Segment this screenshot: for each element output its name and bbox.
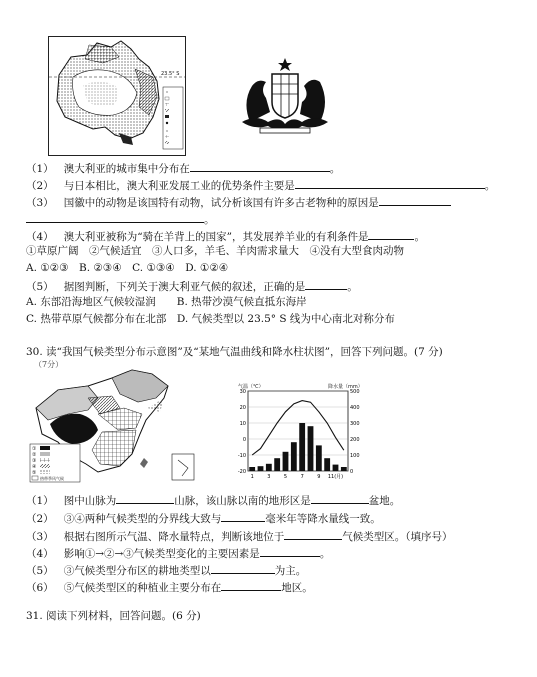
- q31-title: 31. 阅读下列材料，回答问题。(6 分): [26, 610, 201, 622]
- temp-tick-label: 30: [239, 388, 246, 395]
- svg-text:②: ②: [32, 452, 37, 458]
- q30-1: （1） 图中山脉为 山脉，该山脉以南的地形区是 盆地。: [26, 492, 400, 508]
- precip-tick-label: 200: [350, 436, 360, 443]
- answer-blank[interactable]: [26, 211, 204, 223]
- q29-5-ab: A. 东部沿海地区气候较湿润 B. 热带沙漠气候直抵东海岸: [26, 296, 307, 308]
- australia-coat-of-arms: [236, 56, 334, 134]
- precip-bar: [283, 452, 289, 471]
- q29-2: （2） 与日本相比，澳大利亚发展工业的优势条件主要是 。: [26, 177, 495, 193]
- answer-blank[interactable]: [260, 545, 320, 557]
- australia-map-svg: [49, 37, 185, 155]
- answer-blank[interactable]: [284, 528, 342, 540]
- svg-text:①: ①: [32, 446, 37, 452]
- precip-bar: [299, 423, 305, 471]
- precip-tick-label: 500: [350, 388, 360, 395]
- q-num: （1）: [26, 163, 54, 175]
- answer-blank[interactable]: [116, 492, 174, 504]
- temp-tick-label: 20: [239, 404, 246, 411]
- answer-blank[interactable]: [221, 510, 265, 522]
- chart-title-right: 降水量（mm）: [328, 384, 363, 390]
- climate-chart: [228, 382, 376, 482]
- precip-bar: [324, 458, 330, 471]
- q29-3-cont: 。: [26, 211, 215, 227]
- chart-title-left: 气温（℃）: [238, 384, 264, 390]
- answer-blank[interactable]: [311, 492, 369, 504]
- month-tick-label: 9: [317, 474, 321, 480]
- precip-bar: [274, 458, 280, 471]
- q29-5-cd: C. 热带草原气候都分布在北部 D. 气候类型以 23.5° S 线为中心南北对称分布: [26, 313, 395, 325]
- precip-bar: [333, 465, 339, 471]
- precip-bar: [341, 467, 347, 471]
- q30-points: （7分）: [34, 360, 64, 369]
- svg-text:⑤: ⑤: [32, 470, 37, 476]
- china-climate-map: [28, 368, 208, 484]
- answer-blank[interactable]: [368, 228, 414, 240]
- temp-tick-label: -10: [237, 452, 246, 459]
- temp-tick-label: 0: [242, 436, 246, 443]
- q30-5: （5） ③气候类型分布区的耕地类型以 为主。: [26, 562, 306, 578]
- temp-tick-label: -20: [237, 468, 246, 475]
- q30-2: （2） ③④两种气候类型的分界线大致与 毫米年等降水量线一致。: [26, 510, 381, 526]
- month-tick-label: 5: [283, 474, 288, 480]
- q30-title: 30. 读“我国气候类型分布示意图”及“某地气温曲线和降水柱状图”，回答下列问题。(7 分): [26, 346, 443, 358]
- q-text: 澳大利亚的城市集中分布在: [63, 163, 190, 175]
- q29-3: （3） 国徽中的动物是该国特有动物，试分析该国有许多古老物种的原因是: [26, 194, 451, 210]
- precip-tick-label: 0: [350, 468, 354, 475]
- plot-frame: [248, 391, 348, 471]
- lat-label: 23.5° S: [161, 71, 180, 77]
- month-tick-label: 7: [300, 474, 304, 480]
- svg-text:热带季风气候: 热带季风气候: [40, 476, 64, 481]
- q29-1: （1） 澳大利亚的城市集中分布在 。: [26, 160, 340, 176]
- svg-text:④: ④: [32, 464, 37, 470]
- precip-bar: [266, 464, 272, 471]
- svg-text:③: ③: [32, 458, 37, 464]
- answer-blank[interactable]: [379, 194, 451, 206]
- q29-5: （5） 据图判断，下列关于澳大利亚气候的叙述，正确的是 。: [26, 278, 358, 294]
- q29-4: （4） 澳大利亚被称为“骑在羊背上的国家”，其发展养羊业的有利条件是 。: [26, 228, 425, 244]
- month-tick-label: 3: [267, 474, 271, 480]
- month-tick-label: 11(月): [327, 474, 344, 480]
- answer-blank[interactable]: [305, 278, 347, 290]
- month-tick-label: 1: [250, 474, 254, 480]
- q29-4-options: ①草原广阔 ②气候适宜 ③人口多，羊毛、羊肉需求量大 ④没有大型食肉动物: [26, 245, 404, 257]
- answer-blank[interactable]: [190, 160, 330, 172]
- australia-climate-map: [48, 36, 186, 156]
- precip-tick-label: 300: [350, 420, 360, 427]
- answer-blank[interactable]: [295, 177, 485, 189]
- q30-3: （3） 根据右图所示气温、降水量特点，判断该地位于 气候类型区。（填序号）: [26, 528, 452, 544]
- climate-chart-svg: [228, 382, 376, 482]
- precip-bar: [291, 442, 297, 471]
- precip-tick-label: 400: [350, 404, 360, 411]
- q30-6: （6） ⑤气候类型区的种植业主要分布在 地区。: [26, 579, 313, 595]
- q30-4: （4） 影响①→②→③气候类型变化的主要因素是 。: [26, 545, 330, 561]
- precip-bar: [316, 445, 322, 471]
- precip-bar: [258, 466, 264, 471]
- china-map-svg: [28, 368, 208, 484]
- coat-of-arms-svg: [236, 56, 334, 134]
- precip-bar: [308, 426, 314, 471]
- answer-blank[interactable]: [221, 579, 281, 591]
- answer-blank[interactable]: [211, 562, 275, 574]
- precip-bar: [249, 467, 255, 471]
- q29-4-choices: A. ①②③ B. ②③④ C. ①③④ D. ①②④: [26, 262, 229, 274]
- precip-tick-label: 100: [350, 452, 360, 459]
- temp-tick-label: 10: [239, 420, 246, 427]
